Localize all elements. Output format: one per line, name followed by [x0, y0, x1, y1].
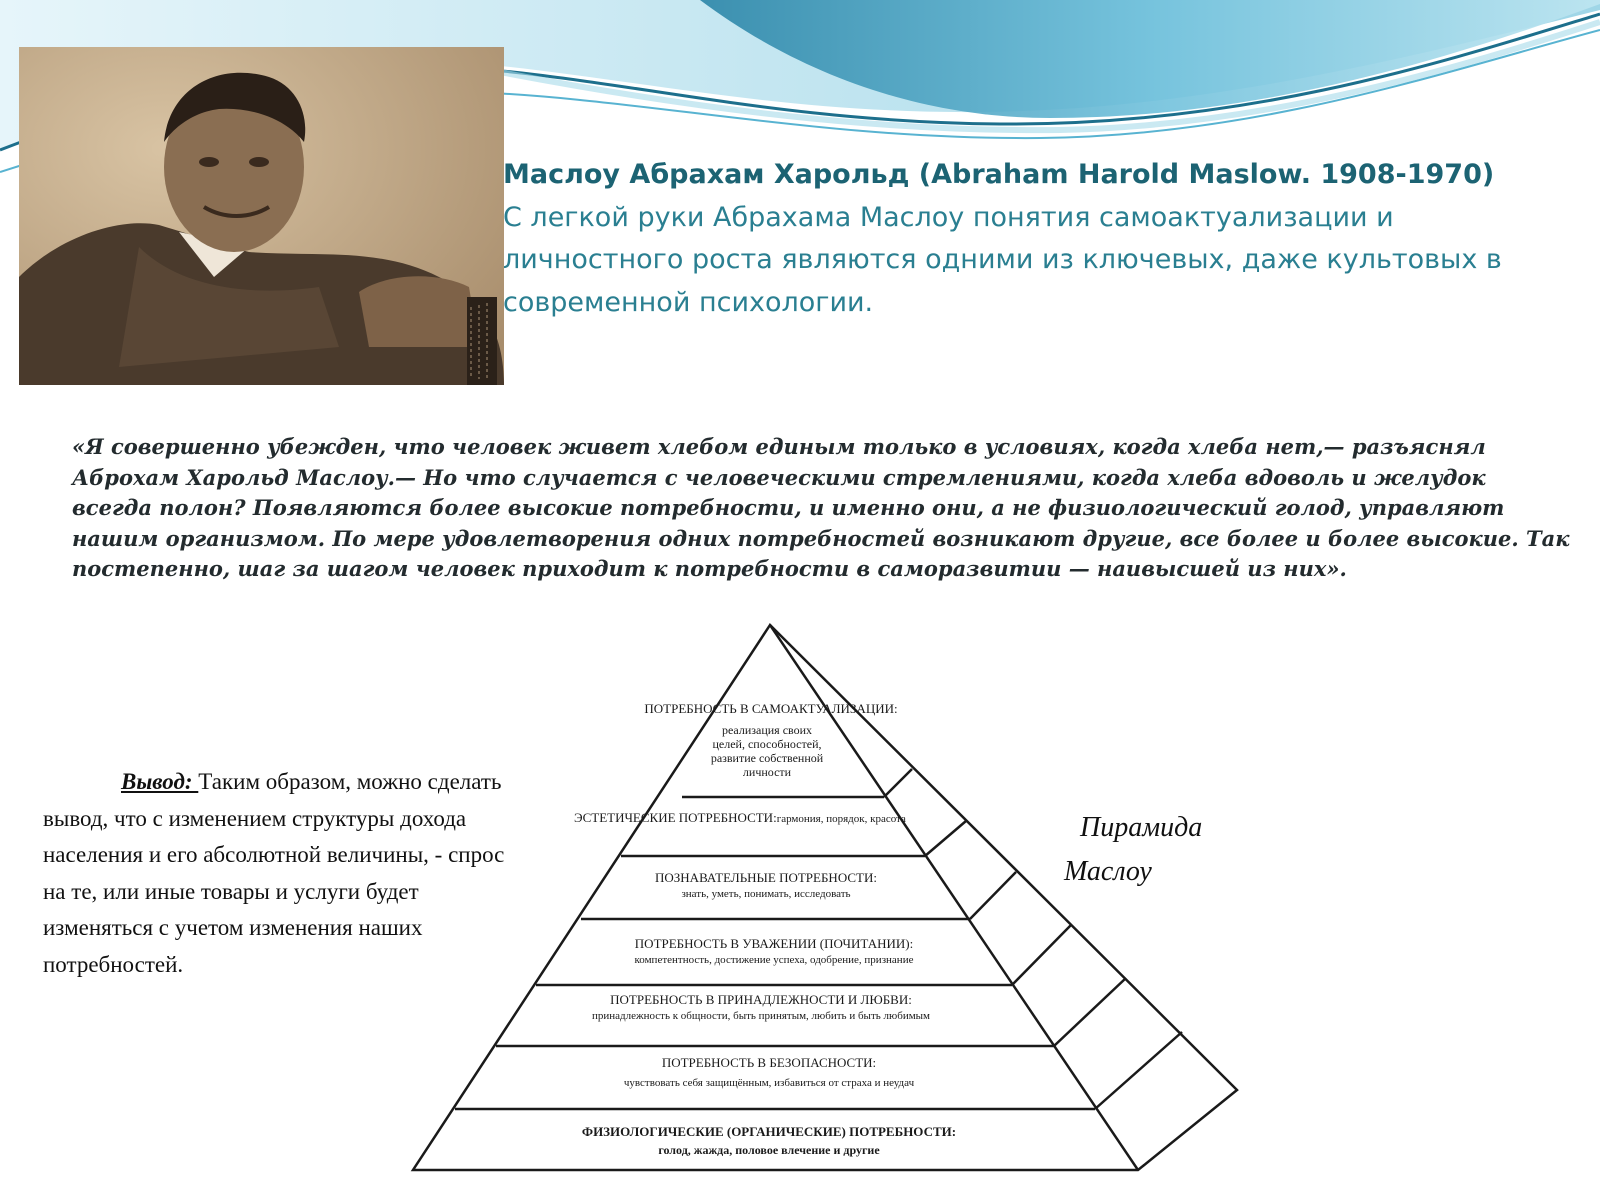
pyramid-caption: [1064, 806, 1280, 894]
pyramid-level-5: [592, 992, 930, 1022]
header-block: [503, 154, 1563, 324]
level-1-title: ПОТРЕБНОСТЬ В САМОАКТУАЛИЗАЦИИ:: [644, 701, 898, 716]
level-7-title: ФИЗИОЛОГИЧЕСКИЕ (ОРГАНИЧЕСКИЕ) ПОТРЕБНОСТИ:: [581, 1124, 957, 1139]
level-1-detail-4: личности: [742, 765, 792, 779]
level-5-detail: принадлежность к общности, быть принятым, любить и быть любимым: [591, 1010, 931, 1022]
level-4-detail: компетентность, достижение успеха, одобрение, признание: [634, 954, 914, 966]
level-1-detail-3: развитие собственной: [710, 751, 824, 765]
maslow-portrait-photo: [19, 47, 504, 385]
pyramid-outline: [413, 625, 1237, 1170]
level-6-detail: чувствовать себя защищённым, избавиться от страха и неудач: [623, 1077, 915, 1089]
level-5-title: ПОТРЕБНОСТЬ В ПРИНАДЛЕЖНОСТИ И ЛЮБВИ:: [610, 992, 912, 1007]
level-2-title: ЭСТЕТИЧЕСКИЕ ПОТРЕБНОСТИ:: [574, 810, 777, 825]
pyramid-level-4: [635, 936, 914, 966]
pyramid-level-6: [624, 1055, 915, 1089]
pyramid-caption-line1: Пирамида: [1080, 812, 1203, 843]
level-4-title: ПОТРЕБНОСТЬ В УВАЖЕНИИ (ПОЧИТАНИИ):: [634, 936, 914, 951]
conclusion-label: Вывод:: [121, 769, 199, 794]
level-3-detail: знать, уметь, понимать, исследовать: [681, 888, 851, 900]
pyramid-level-2: [574, 810, 906, 825]
conclusion-text: Таким образом, можно сделать вывод, что с изменением структуры дохода населения и его абсолютной величины, - спрос на те, или иные товары и услуги будет изменяться с учетом изменения наших потребностей.: [43, 769, 505, 977]
maslow-quote: «Я совершенно убежден, что человек живет хлебом единым только в условиях, когда хлеба нет,— разъяснял Аброхам Харольд Маслоу.— Но что случается с человеческими стремлениями, когда хлеба вдоволь и желудок всегда полон? Появляются более высокие потребности, и именно они, а не физиологический голод, управляют нашим организмом. По мере удовлетворения одних потребностей возникают другие, все более и более высокие. Так постепенно, шаг за шагом человек приходит к потребности в саморазвитии — наивысшей из них».: [72, 434, 1570, 581]
pyramid-level-3: [655, 870, 877, 900]
level-2-title-line: [574, 810, 906, 825]
level-7-detail: голод, жажда, половое влечение и другие: [658, 1143, 880, 1157]
level-3-title: ПОЗНАВАТЕЛЬНЫЕ ПОТРЕБНОСТИ:: [655, 870, 877, 885]
conclusion-paragraph: [43, 764, 523, 983]
level-2-detail: гармония, порядок, красота: [776, 813, 906, 825]
header-description: С легкой руки Абрахама Маслоу понятия самоактуализации и личностного роста являются одними из ключевых, даже культовых в современной психологии.: [503, 201, 1502, 318]
pyramid-level-7: [582, 1124, 956, 1157]
level-6-title: ПОТРЕБНОСТЬ В БЕЗОПАСНОСТИ:: [661, 1055, 877, 1070]
pyramid-level-1: [644, 701, 897, 779]
level-1-detail-1: реализация своих: [721, 723, 813, 737]
pyramid-caption-line2: Маслоу: [1064, 856, 1152, 887]
header-title: Маслоу Абрахам Харольд (Abraham Harold Maslow. 1908-1970): [503, 159, 1495, 190]
level-1-detail-2: целей, способностей,: [712, 737, 822, 751]
